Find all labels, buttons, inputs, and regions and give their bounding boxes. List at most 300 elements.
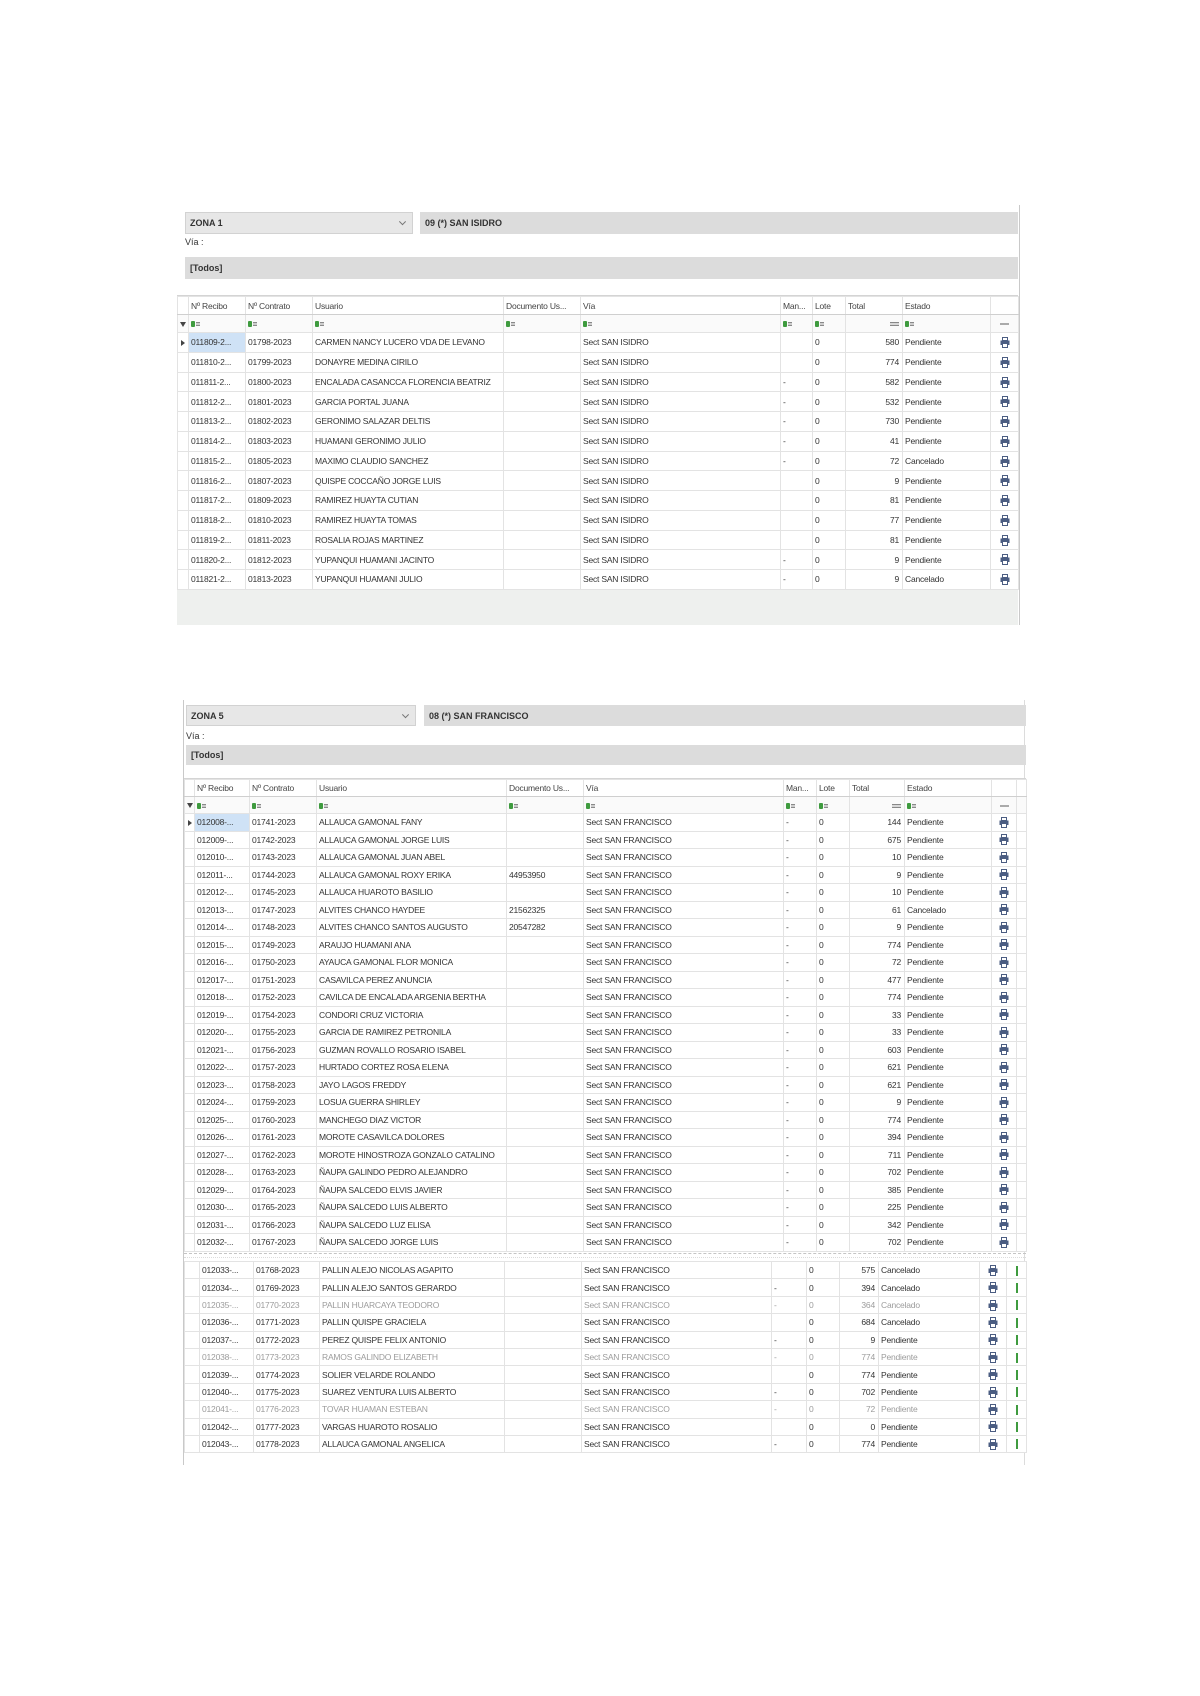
lote-cell: 0 [813, 550, 846, 570]
print-cell[interactable] [992, 1216, 1017, 1234]
print-icon[interactable] [999, 869, 1009, 880]
total-cell: 9 [846, 471, 903, 491]
contrato-cell: 01777-2023 [254, 1418, 320, 1435]
table-row[interactable] [178, 510, 1019, 530]
row-indicator-cell [185, 1111, 195, 1129]
print-icon[interactable] [988, 1352, 998, 1363]
spacer-cell [185, 1314, 200, 1331]
usuario-cell: ALLAUCA GAMONAL ANGELICA [320, 1435, 505, 1452]
print-icon[interactable] [1000, 396, 1010, 407]
usuario-cell: RAMOS GALINDO ELIZABETH [320, 1348, 505, 1365]
table-row[interactable] [178, 550, 1019, 570]
print-cell[interactable] [980, 1314, 1007, 1331]
filter-condition-icon[interactable] [197, 802, 207, 810]
filter-cell-lote[interactable] [813, 315, 846, 333]
contrato-cell: 01778-2023 [254, 1435, 320, 1452]
recibo-cell: 011814-2... [189, 431, 246, 451]
contrato-cell: 01809-2023 [246, 491, 313, 511]
documento-cell [507, 1111, 584, 1129]
print-cell[interactable] [991, 412, 1019, 432]
man-cell: - [781, 451, 813, 471]
print-cell[interactable] [991, 471, 1019, 491]
column-header-usuario[interactable]: Usuario [313, 297, 504, 315]
filter-cell-estado[interactable] [905, 797, 992, 814]
print-icon[interactable] [1000, 515, 1010, 526]
print-cell[interactable] [980, 1418, 1007, 1435]
lote-cell: 0 [813, 510, 846, 530]
print-cell[interactable] [980, 1366, 1007, 1383]
total-cell: 575 [840, 1262, 879, 1279]
table-row[interactable] [178, 570, 1019, 590]
total-cell: 342 [850, 1216, 905, 1234]
filter-condition-icon[interactable] [248, 320, 258, 328]
print-cell[interactable] [992, 1024, 1017, 1042]
table-row[interactable] [178, 431, 1019, 451]
contrato-cell: 01771-2023 [254, 1314, 320, 1331]
contrato-cell: 01805-2023 [246, 451, 313, 471]
table-row[interactable] [185, 954, 1027, 972]
table-row[interactable] [185, 1418, 1027, 1435]
filter-cell-documento[interactable] [504, 315, 581, 333]
receipts-table-continuation [184, 1261, 1027, 1453]
documento-cell [507, 936, 584, 954]
table-row[interactable] [185, 1146, 1027, 1164]
row-indicator-cell [185, 1129, 195, 1147]
estado-cell: Pendiente [903, 550, 991, 570]
filter-cell-via[interactable] [584, 797, 784, 814]
table-row[interactable] [185, 1181, 1027, 1199]
filter-cell-lote[interactable] [817, 797, 850, 814]
man-cell: - [784, 1041, 817, 1059]
print-cell[interactable] [992, 884, 1017, 902]
table-row[interactable] [178, 352, 1019, 372]
table-row[interactable] [185, 901, 1027, 919]
contrato-cell: 01748-2023 [250, 919, 317, 937]
zone-select[interactable] [185, 212, 413, 234]
filter-condition-icon[interactable] [783, 320, 793, 328]
print-cell[interactable] [980, 1279, 1007, 1296]
print-cell[interactable] [991, 392, 1019, 412]
print-icon[interactable] [999, 1149, 1009, 1160]
print-icon[interactable] [1000, 436, 1010, 447]
print-icon[interactable] [999, 1184, 1009, 1195]
print-cell[interactable] [992, 1129, 1017, 1147]
table-row[interactable] [178, 491, 1019, 511]
print-icon[interactable] [999, 1079, 1009, 1090]
total-cell: 394 [840, 1279, 879, 1296]
filter-condition-icon[interactable] [786, 802, 796, 810]
filter-row-cell [178, 315, 189, 333]
total-cell: 603 [850, 1041, 905, 1059]
table-row[interactable] [178, 471, 1019, 491]
print-icon[interactable] [999, 1097, 1009, 1108]
print-icon[interactable] [988, 1300, 998, 1311]
print-icon[interactable] [1000, 574, 1010, 585]
man-cell: - [781, 550, 813, 570]
man-cell [781, 333, 813, 353]
table-row[interactable] [185, 1041, 1027, 1059]
print-icon[interactable] [988, 1421, 998, 1432]
print-cell[interactable] [980, 1401, 1007, 1418]
column-header-recibo[interactable]: Nº Recibo [189, 297, 246, 315]
filter-cell-recibo[interactable] [195, 797, 250, 814]
estado-cell: Cancelado [905, 901, 992, 919]
print-icon[interactable] [999, 1009, 1009, 1020]
estado-cell: Pendiente [905, 1059, 992, 1077]
print-cell[interactable] [992, 1111, 1017, 1129]
table-row[interactable] [178, 451, 1019, 471]
table-row[interactable] [178, 333, 1019, 353]
table-row[interactable] [185, 1059, 1027, 1077]
print-icon[interactable] [1000, 475, 1010, 486]
filter-condition-icon[interactable] [586, 802, 596, 810]
via-cell: Sect SAN ISIDRO [581, 491, 781, 511]
recibo-cell: 012043-... [200, 1435, 254, 1452]
zone-select-value: ZONA 1 [190, 218, 223, 228]
filter-condition-icon[interactable] [319, 802, 329, 810]
filter-clear-icon[interactable] [1000, 322, 1009, 326]
total-cell: 61 [850, 901, 905, 919]
table-row[interactable] [185, 1331, 1027, 1348]
estado-cell: Pendiente [905, 1146, 992, 1164]
print-icon[interactable] [999, 834, 1009, 845]
table-row[interactable] [185, 1024, 1027, 1042]
print-cell[interactable] [992, 831, 1017, 849]
column-header-usuario[interactable]: Usuario [317, 780, 507, 797]
via-cell: Sect SAN FRANCISCO [584, 1006, 784, 1024]
row-indicator-cell [185, 1094, 195, 1112]
table-row[interactable] [185, 1366, 1027, 1383]
recibo-cell: 012024-... [195, 1094, 250, 1112]
table-row[interactable] [185, 1435, 1027, 1452]
usuario-cell: ÑAUPA SALCEDO LUZ ELISA [317, 1216, 507, 1234]
via-cell: Sect SAN ISIDRO [581, 412, 781, 432]
usuario-cell: VARGAS HUAROTO ROSALIO [320, 1418, 505, 1435]
print-icon[interactable] [988, 1387, 998, 1398]
column-header-recibo[interactable]: Nº Recibo [195, 780, 250, 797]
estado-cell: Pendiente [905, 919, 992, 937]
table-row[interactable] [185, 919, 1027, 937]
print-cell[interactable] [980, 1296, 1007, 1313]
print-icon[interactable] [999, 974, 1009, 985]
estado-cell: Cancelado [879, 1314, 980, 1331]
zone-select[interactable] [186, 705, 416, 726]
contrato-cell: 01769-2023 [254, 1279, 320, 1296]
documento-cell [504, 471, 581, 491]
column-header-estado[interactable]: Estado [903, 297, 991, 315]
print-icon[interactable] [999, 1027, 1009, 1038]
contrato-cell: 01770-2023 [254, 1296, 320, 1313]
print-icon[interactable] [999, 1237, 1009, 1248]
total-cell: 385 [850, 1181, 905, 1199]
lote-cell: 0 [817, 901, 850, 919]
print-cell[interactable] [992, 849, 1017, 867]
print-cell[interactable] [992, 1199, 1017, 1217]
contrato-cell: 01773-2023 [254, 1348, 320, 1365]
print-cell[interactable] [992, 1006, 1017, 1024]
documento-cell [507, 1234, 584, 1252]
print-icon[interactable] [999, 992, 1009, 1003]
column-header-man[interactable]: Man... [781, 297, 813, 315]
row-marker-cell [1007, 1331, 1027, 1348]
column-header-documento[interactable]: Documento Us... [507, 780, 584, 797]
print-icon[interactable] [999, 1044, 1009, 1055]
total-cell: 477 [850, 971, 905, 989]
estado-cell: Pendiente [905, 954, 992, 972]
print-icon[interactable] [999, 1062, 1009, 1073]
table-row[interactable] [185, 1216, 1027, 1234]
table-row[interactable] [185, 1279, 1027, 1296]
documento-cell [507, 1181, 584, 1199]
row-status-marker [1016, 1422, 1018, 1432]
documento-cell [507, 1216, 584, 1234]
print-cell[interactable] [992, 989, 1017, 1007]
row-indicator-cell [185, 1199, 195, 1217]
print-icon[interactable] [999, 1219, 1009, 1230]
estado-cell: Pendiente [905, 971, 992, 989]
table-row[interactable] [185, 936, 1027, 954]
table-row[interactable] [185, 884, 1027, 902]
row-marker-cell [1007, 1296, 1027, 1313]
print-icon[interactable] [999, 1202, 1009, 1213]
sector-field [424, 705, 1026, 726]
man-cell: - [784, 1146, 817, 1164]
spacer-cell [185, 1279, 200, 1296]
print-cell[interactable] [992, 1181, 1017, 1199]
column-header-man[interactable]: Man... [784, 780, 817, 797]
lote-cell: 0 [817, 1216, 850, 1234]
print-icon[interactable] [999, 1167, 1009, 1178]
table-row[interactable] [185, 814, 1027, 832]
print-icon[interactable] [1000, 357, 1010, 368]
column-header-total[interactable]: Total [850, 780, 905, 797]
print-icon[interactable] [999, 957, 1009, 968]
print-icon[interactable] [1000, 495, 1010, 506]
print-cell[interactable] [992, 1041, 1017, 1059]
print-cell[interactable] [992, 1094, 1017, 1112]
print-cell[interactable] [980, 1435, 1007, 1452]
print-icon[interactable] [999, 852, 1009, 863]
filter-cell-print [992, 797, 1017, 814]
usuario-cell: MOROTE CASAVILCA DOLORES [317, 1129, 507, 1147]
filter-condition-icon[interactable] [252, 802, 262, 810]
filter-cell-contrato[interactable] [250, 797, 317, 814]
print-icon[interactable] [988, 1369, 998, 1380]
filter-cell-total[interactable] [846, 315, 903, 333]
via-cell: Sect SAN FRANCISCO [582, 1435, 772, 1452]
filter-cell-estado[interactable] [903, 315, 991, 333]
column-header-contrato[interactable]: Nº Contrato [250, 780, 317, 797]
filter-cell-usuario[interactable] [313, 315, 504, 333]
table-row[interactable] [185, 1383, 1027, 1400]
print-cell[interactable] [992, 1076, 1017, 1094]
print-cell[interactable] [991, 570, 1019, 590]
filter-condition-icon[interactable] [907, 802, 917, 810]
table-row[interactable] [185, 1296, 1027, 1313]
print-icon[interactable] [1000, 377, 1010, 388]
table-row[interactable] [185, 1262, 1027, 1279]
filter-equals-icon[interactable] [892, 803, 901, 809]
table-row[interactable] [185, 1006, 1027, 1024]
print-icon[interactable] [1000, 416, 1010, 427]
print-icon[interactable] [988, 1282, 998, 1293]
print-icon[interactable] [988, 1334, 998, 1345]
table-row[interactable] [185, 849, 1027, 867]
print-cell[interactable] [992, 866, 1017, 884]
print-icon[interactable] [988, 1404, 998, 1415]
print-icon[interactable] [1000, 456, 1010, 467]
column-header-lote[interactable]: Lote [817, 780, 850, 797]
filter-cell-man[interactable] [784, 797, 817, 814]
print-cell[interactable] [992, 1234, 1017, 1252]
table-row[interactable] [185, 1111, 1027, 1129]
recibo-cell: 012015-... [195, 936, 250, 954]
print-icon[interactable] [999, 939, 1009, 950]
print-cell[interactable] [991, 352, 1019, 372]
screenshot-cut-divider [184, 1253, 1026, 1258]
filter-cell-total[interactable] [850, 797, 905, 814]
column-header-estado[interactable]: Estado [905, 780, 992, 797]
table-row[interactable] [185, 989, 1027, 1007]
filter-condition-icon[interactable] [509, 802, 519, 810]
filter-cell-documento[interactable] [507, 797, 584, 814]
filter-condition-icon[interactable] [191, 320, 201, 328]
table-row[interactable] [185, 831, 1027, 849]
print-icon[interactable] [999, 922, 1009, 933]
table-row[interactable] [185, 1076, 1027, 1094]
print-icon[interactable] [1000, 337, 1010, 348]
table-row[interactable] [185, 1401, 1027, 1418]
filter-cell-usuario[interactable] [317, 797, 507, 814]
print-cell[interactable] [991, 372, 1019, 392]
table-row[interactable] [178, 392, 1019, 412]
filter-condition-icon[interactable] [819, 802, 829, 810]
table-row[interactable] [185, 1314, 1027, 1331]
table-row[interactable] [178, 412, 1019, 432]
print-cell[interactable] [980, 1331, 1007, 1348]
filter-cell-via[interactable] [581, 315, 781, 333]
print-cell[interactable] [991, 333, 1019, 353]
filter-cell-man[interactable] [781, 315, 813, 333]
print-cell[interactable] [991, 491, 1019, 511]
print-cell[interactable] [980, 1383, 1007, 1400]
man-cell: - [784, 971, 817, 989]
total-cell: 9 [846, 550, 903, 570]
filter-condition-icon[interactable] [583, 320, 593, 328]
column-header-total[interactable]: Total [846, 297, 903, 315]
table-row[interactable] [185, 1129, 1027, 1147]
print-cell[interactable] [992, 1059, 1017, 1077]
table-row[interactable] [185, 1094, 1027, 1112]
print-cell[interactable] [991, 530, 1019, 550]
filter-equals-icon[interactable] [890, 321, 899, 327]
chevron-down-icon[interactable] [402, 711, 409, 718]
filter-condition-icon[interactable] [315, 320, 325, 328]
via-filter-field[interactable] [185, 257, 1018, 279]
print-icon[interactable] [988, 1317, 998, 1328]
total-cell: 72 [846, 451, 903, 471]
print-icon[interactable] [988, 1439, 998, 1450]
filter-cell-contrato[interactable] [246, 315, 313, 333]
table-row[interactable] [185, 866, 1027, 884]
print-cell[interactable] [991, 431, 1019, 451]
recibo-cell: 012009-... [195, 831, 250, 849]
estado-cell: Pendiente [903, 392, 991, 412]
print-cell[interactable] [980, 1262, 1007, 1279]
man-cell: - [784, 936, 817, 954]
print-cell[interactable] [980, 1348, 1007, 1365]
print-cell[interactable] [991, 451, 1019, 471]
print-cell[interactable] [992, 936, 1017, 954]
filter-clear-icon[interactable] [1000, 804, 1009, 808]
recibo-cell: 012029-... [195, 1181, 250, 1199]
man-cell [781, 352, 813, 372]
print-icon[interactable] [999, 887, 1009, 898]
contrato-cell: 01745-2023 [250, 884, 317, 902]
man-cell [781, 491, 813, 511]
print-cell[interactable] [992, 971, 1017, 989]
usuario-cell: HURTADO CORTEZ ROSA ELENA [317, 1059, 507, 1077]
table-row[interactable] [185, 1348, 1027, 1365]
via-filter-field[interactable] [186, 745, 1026, 765]
column-header-contrato[interactable]: Nº Contrato [246, 297, 313, 315]
filter-condition-icon[interactable] [815, 320, 825, 328]
column-header-documento[interactable]: Documento Us... [504, 297, 581, 315]
print-cell[interactable] [991, 510, 1019, 530]
table-row[interactable] [185, 971, 1027, 989]
print-icon[interactable] [999, 904, 1009, 915]
lote-cell: 0 [817, 1076, 850, 1094]
man-cell: - [781, 412, 813, 432]
print-cell[interactable] [992, 919, 1017, 937]
filter-condition-icon[interactable] [905, 320, 915, 328]
table-row[interactable] [185, 1234, 1027, 1252]
print-cell[interactable] [991, 550, 1019, 570]
table-row[interactable] [178, 530, 1019, 550]
print-icon[interactable] [1000, 554, 1010, 565]
usuario-cell: ALVITES CHANCO HAYDEE [317, 901, 507, 919]
print-cell[interactable] [992, 954, 1017, 972]
man-cell: - [784, 1059, 817, 1077]
column-header-lote[interactable]: Lote [813, 297, 846, 315]
chevron-down-icon[interactable] [399, 218, 406, 225]
lote-cell: 0 [817, 1146, 850, 1164]
print-icon[interactable] [999, 1114, 1009, 1125]
filter-condition-icon[interactable] [506, 320, 516, 328]
print-icon[interactable] [999, 817, 1009, 828]
column-header-via[interactable]: Vía [581, 297, 781, 315]
contrato-cell: 01765-2023 [250, 1199, 317, 1217]
column-header-via[interactable]: Vía [584, 780, 784, 797]
print-cell[interactable] [992, 814, 1017, 832]
print-icon[interactable] [999, 1132, 1009, 1143]
print-cell[interactable] [992, 1164, 1017, 1182]
print-icon[interactable] [988, 1265, 998, 1276]
table-row[interactable] [178, 372, 1019, 392]
usuario-cell: ÑAUPA SALCEDO ELVIS JAVIER [317, 1181, 507, 1199]
print-cell[interactable] [992, 901, 1017, 919]
table-row[interactable] [185, 1199, 1027, 1217]
row-indicator-cell [178, 570, 189, 590]
print-icon[interactable] [1000, 535, 1010, 546]
filter-cell-recibo[interactable] [189, 315, 246, 333]
usuario-cell: PALLIN ALEJO NICOLAS AGAPITO [320, 1262, 505, 1279]
lote-cell: 0 [807, 1418, 840, 1435]
table-row[interactable] [185, 1164, 1027, 1182]
man-cell [781, 510, 813, 530]
total-cell: 225 [850, 1199, 905, 1217]
print-cell[interactable] [992, 1146, 1017, 1164]
